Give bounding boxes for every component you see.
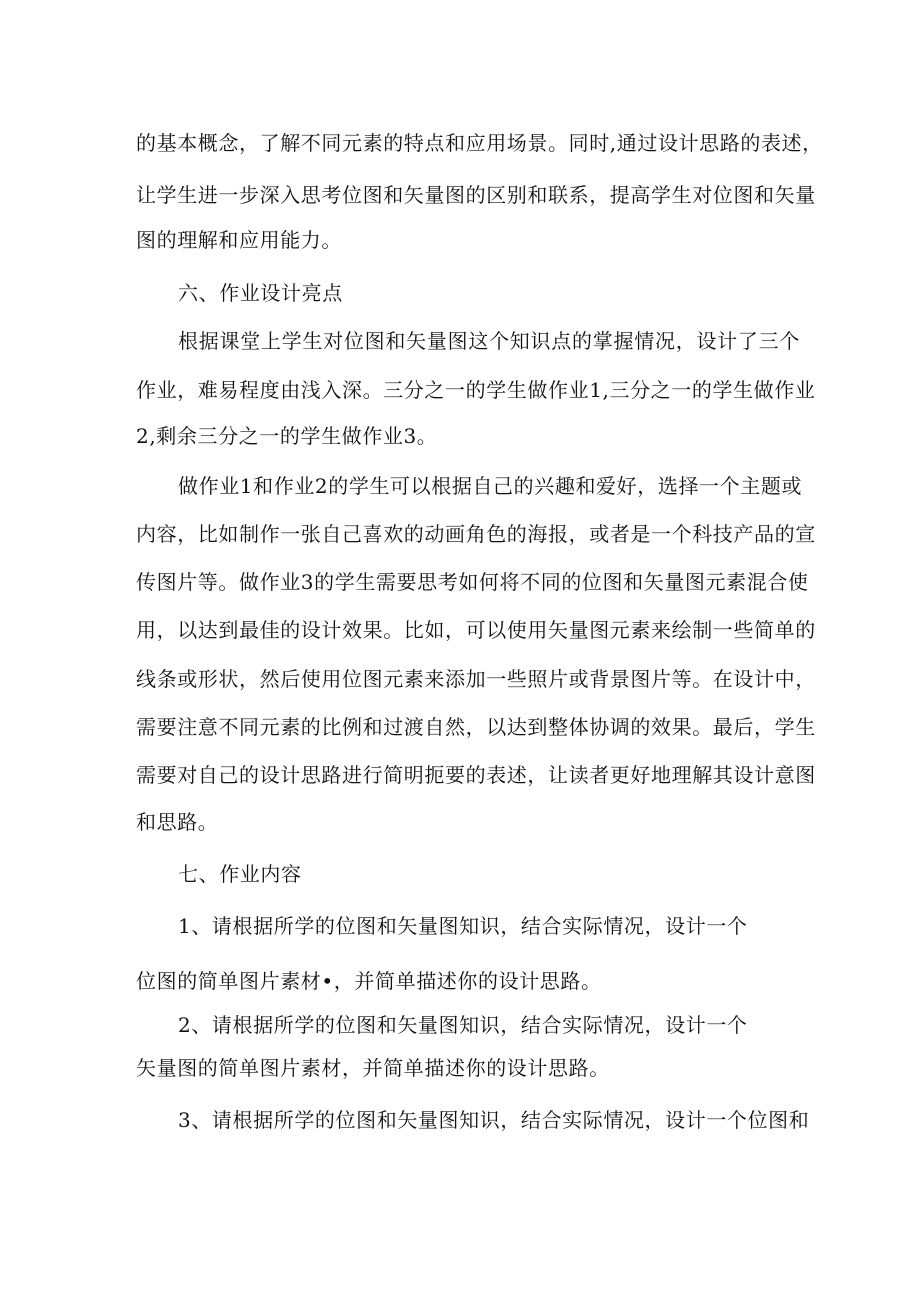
paragraph-line: 线条或形状，然后使用位图元素来添加一些照片或背景图片等。在设计中， bbox=[136, 667, 816, 691]
paragraph-line: 作业，难易程度由浅入深。三分之一的学生做作业1,三分之一的学生做作业 bbox=[136, 378, 816, 402]
paragraph-line: 图的理解和应用能力。 bbox=[136, 228, 342, 252]
paragraph-line: 和思路。 bbox=[136, 810, 219, 834]
paragraph-line: 传图片等。做作业3的学生需要思考如何将不同的位图和矢量图元素混合使 bbox=[136, 570, 809, 594]
section-heading: 七、作业内容 bbox=[178, 862, 302, 886]
paragraph-line: 的基本概念，了解不同元素的特点和应用场景。同时,通过设计思路的表述， bbox=[136, 131, 823, 155]
section-heading: 六、作业设计亮点 bbox=[178, 281, 343, 305]
paragraph-line: 用，以达到最佳的设计效果。比如，可以使用矢量图元素来绘制一些简单的 bbox=[136, 618, 816, 642]
paragraph-line: 2,剩余三分之一的学生做作业3。 bbox=[136, 424, 438, 448]
list-item: 3、请根据所学的位图和矢量图知识，结合实际情况，设计一个位图和 bbox=[178, 1108, 810, 1132]
paragraph-line: 需要对自己的设计思路进行简明扼要的表述，让读者更好地理解其设计意图 bbox=[136, 763, 816, 787]
paragraph-line: 做作业1和作业2的学生可以根据自己的兴趣和爱好，选择一个主题或 bbox=[178, 474, 803, 498]
paragraph-line: 需要注意不同元素的比例和过渡自然，以达到整体协调的效果。最后，学生 bbox=[136, 715, 816, 739]
paragraph-line: 让学生进一步深入思考位图和矢量图的区别和联系，提高学生对位图和矢量 bbox=[136, 183, 816, 207]
list-item: 1、请根据所学的位图和矢量图知识，结合实际情况，设计一个 bbox=[178, 914, 748, 938]
paragraph-line: 内容，比如制作一张自己喜欢的动画角色的海报，或者是一个科技产品的宣 bbox=[136, 522, 816, 546]
paragraph-line: 根据课堂上学生对位图和矢量图这个知识点的掌握情况，设计了三个 bbox=[178, 329, 800, 353]
list-item-continuation: 矢量图的简单图片素材，并简单描述你的设计思路。 bbox=[136, 1056, 610, 1080]
list-item: 2、请根据所学的位图和矢量图知识，结合实际情况，设计一个 bbox=[178, 1013, 748, 1037]
list-item-continuation: 位图的简单图片素材•，并简单描述你的设计思路。 bbox=[136, 969, 602, 993]
